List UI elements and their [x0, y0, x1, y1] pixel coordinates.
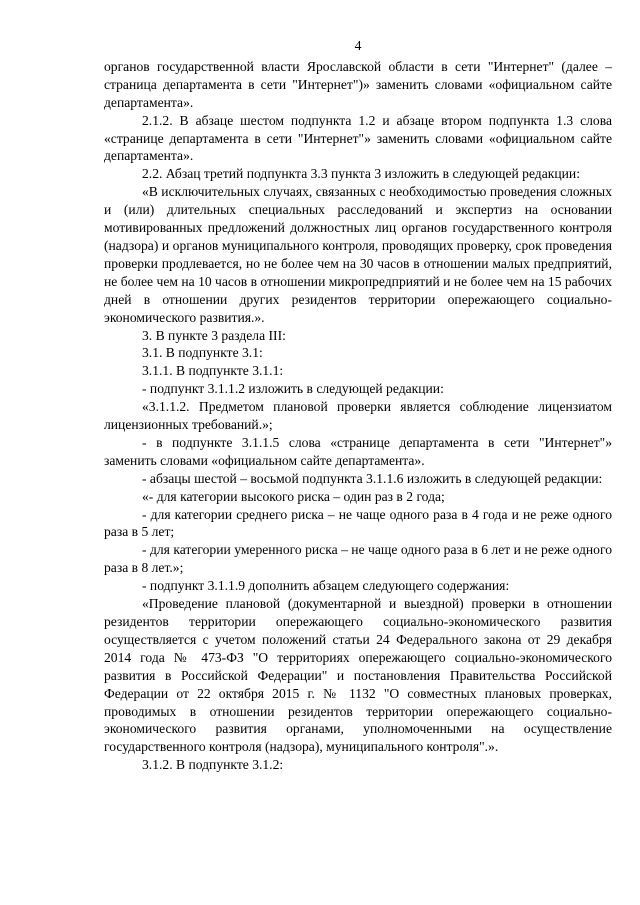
paragraph: 2.2. Абзац третий подпункта 3.3 пункта 3 изложить в следующей редакции: — [142, 166, 580, 182]
paragraph: - абзацы шестой – восьмой подпункта 3.1.1.6 изложить в следующей редакции: — [142, 470, 603, 486]
paragraph: 3.1.1. В подпункте 3.1.1: — [142, 363, 284, 379]
paragraph: - подпункт 3.1.1.2 изложить в следующей редакции: — [142, 381, 444, 397]
paragraph: «Проведение плановой (документарной и выездной) проверки в отношении резидентов территории опережающего социально-экономического развития осуществляется с учетом положений статьи 24 Федерального закона от 29 декабря 2014 года № 473-ФЗ "О территориях опережающего социально-экономического развития в Российской Федерации" и постановления Правительства Российской Федерации от 22 октября 2015 г. № 1132 "О совместных плановых проверках, проводимых в отношении резидентов территории опережающего социально-экономического развития органами, уполномоченными на осуществление государственного контроля (надзора), муниципального контроля".». — [104, 596, 612, 755]
paragraph: органов государственной власти Ярославской области в сети "Интернет" (далее – страница департамента в сети "Интернет")» заменить словами «официальном сайте департамента». — [104, 58, 612, 110]
paragraph: - для категории умеренного риска – не чаще одного раза в 6 лет и не реже одного раза в 8 лет.»; — [104, 542, 612, 576]
paragraph: 3.1. В подпункте 3.1: — [142, 345, 263, 361]
paragraph: 2.1.2. В абзаце шестом подпункта 1.2 и абзаце втором подпункта 1.3 слова «странице департамента в сети "Интернет"» заменить словами «официальном сайте департамента». — [104, 112, 612, 164]
paragraph: «В исключительных случаях, связанных с необходимостью проведения сложных и (или) длительных специальных расследований и экспертиз на основании мотивированных предложений должностных лиц органов государственного контроля (надзора) и органов муниципального контроля, проводящих проверку, срок проведения проверки продлевается, но не более чем на 30 часов в отношении малых предприятий, не более чем на 10 часов в отношении микропредприятий и не более чем на 15 рабочих дней в отношении других резидентов территории опережающего социально-экономического развития.». — [104, 184, 612, 325]
page-number: 4 — [354, 38, 362, 53]
document-body — [104, 58, 612, 774]
paragraph: 3. В пункте 3 раздела III: — [142, 327, 286, 343]
paragraph: - подпункт 3.1.1.9 дополнить абзацем следующего содержания: — [142, 578, 510, 594]
paragraph: 3.1.2. В подпункте 3.1.2: — [142, 757, 284, 773]
paragraph: «- для категории высокого риска – один раз в 2 года; — [142, 488, 445, 504]
paragraph: «3.1.1.2. Предметом плановой проверки является соблюдение лицензиатом лицензионных требований.»; — [104, 399, 612, 433]
paragraph: - в подпункте 3.1.1.5 слова «странице департамента в сети "Интернет"» заменить словами «официальном сайте департамента». — [104, 434, 612, 468]
paragraph: - для категории среднего риска – не чаще одного раза в 4 года и не реже одного раза в 5 лет; — [104, 506, 612, 540]
